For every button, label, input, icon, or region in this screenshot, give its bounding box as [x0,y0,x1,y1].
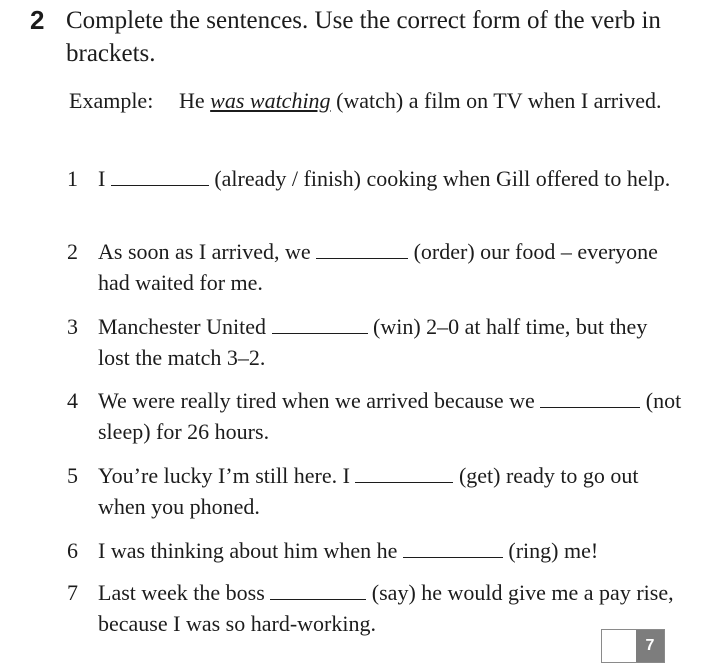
item-sentence [98,311,683,373]
item-number: 5 [67,463,78,488]
item-number: 4 [67,388,78,413]
example-sentence [179,86,679,116]
answer-blank-5[interactable] [355,462,453,483]
item-number: 2 [67,239,78,264]
example-label: Example: [69,88,154,113]
item-text-before: Manchester United [98,314,272,339]
item-text-before: You’re lucky I’m still here. I [98,463,356,488]
item-number: 1 [67,166,78,191]
item-sentence [98,535,683,566]
item-text-before: Last week the boss [98,580,271,605]
example-text-before: He [179,88,211,113]
item-text-before: I was thinking about him when he [98,538,403,563]
item-text-after: (already / finish) cooking when Gill offered to help. [208,166,671,191]
item-number: 7 [67,580,78,605]
score-total: 7 [636,630,664,662]
exercise-instruction: Complete the sentences. Use the correct form of the verb in brackets. [66,7,661,67]
answer-blank-3[interactable] [272,313,368,334]
item-sentence [98,236,683,298]
item-text-after: (order) our food – everyone had waited for me. [98,239,658,295]
score-box [601,629,665,663]
item-text-before: As soon as I arrived, we [98,239,317,264]
item-text-before: We were really tired when we arrived because we [98,388,541,413]
example-text-after: (watch) a film on TV when I arrived. [330,88,662,113]
answer-blank-4[interactable] [540,387,640,408]
item-sentence [98,460,683,522]
item-text-before: I [98,166,111,191]
item-number: 3 [67,314,78,339]
score-input[interactable] [602,630,636,662]
answer-blank-1[interactable] [111,165,209,186]
item-sentence [98,385,683,447]
item-sentence [98,163,683,194]
item-sentence [98,577,683,639]
item-text-after: (ring) me! [502,538,599,563]
exercise-number: 2 [30,5,45,35]
item-text-after: (get) ready to go out when you phoned. [98,463,639,519]
answer-blank-6[interactable] [403,537,503,558]
item-text-after: (not sleep) for 26 hours. [98,388,682,444]
item-text-after: (say) he would give me a pay rise, because I was so hard-working. [98,580,674,636]
answer-blank-2[interactable] [316,238,408,259]
item-number: 6 [67,538,78,563]
answer-blank-7[interactable] [270,579,366,600]
item-text-after: (win) 2–0 at half time, but they lost the match 3–2. [98,314,648,370]
example-answer: was watching [210,88,331,113]
